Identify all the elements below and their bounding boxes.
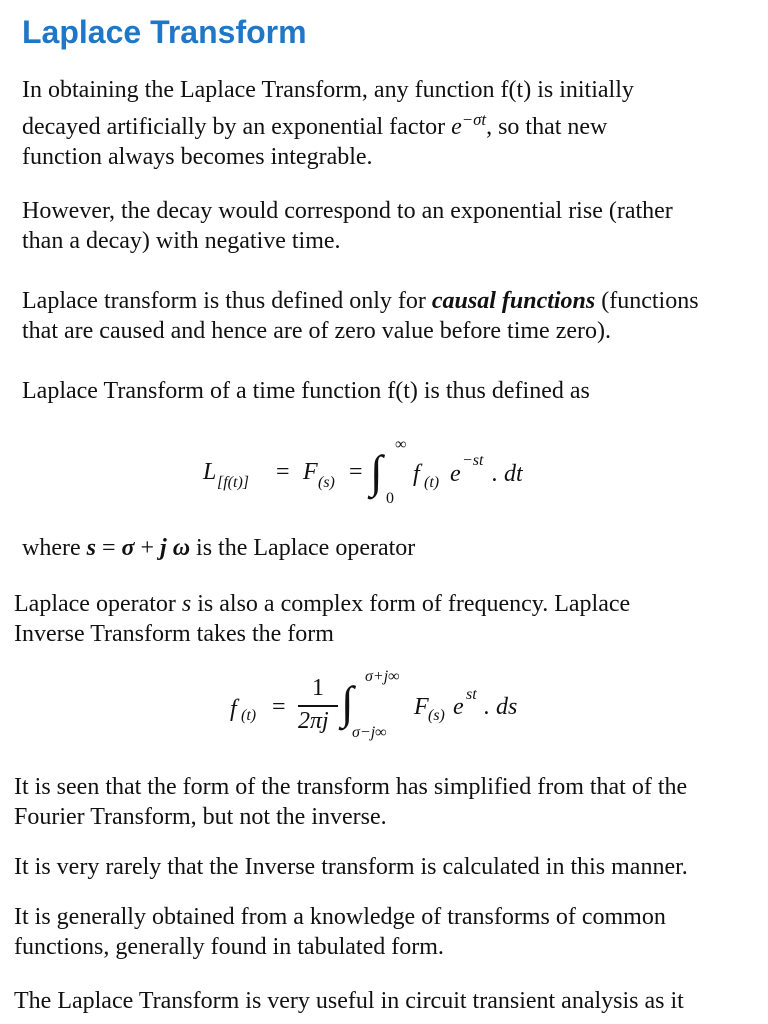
paragraph-decay: [22, 75, 634, 172]
paragraph-line: [22, 533, 415, 563]
fraction-numerator: 1: [312, 675, 324, 701]
integral-lower-limit: σ−j∞: [352, 724, 387, 741]
text-fragment: is the Laplace operator: [190, 535, 416, 561]
eq-F-subscript: (s): [428, 707, 445, 724]
symbol-s: s: [181, 591, 192, 617]
paragraph-simplified: [14, 772, 687, 832]
text-fragment: , so that new: [486, 114, 608, 140]
text-fragment: where: [22, 535, 87, 561]
paragraph-line: It is generally obtained from a knowledge of transforms of common: [14, 904, 666, 930]
text-fragment: =: [95, 535, 122, 561]
paragraph-negative-time: [22, 196, 673, 256]
exponential-power: −σt: [461, 110, 487, 129]
paragraph-line: than a decay) with negative time.: [22, 228, 341, 254]
symbol-sigma: σ: [121, 535, 135, 561]
paragraph-line: It is very rarely that the Inverse transform is calculated in this manner.: [14, 854, 688, 880]
exponential-base: e: [451, 114, 462, 140]
symbol-j: j: [160, 535, 167, 561]
text-fragment: Laplace operator: [14, 591, 182, 617]
paragraph-tabulated: [14, 902, 666, 962]
paragraph-line: Laplace Transform of a time function f(t) is thus defined as: [22, 378, 590, 404]
paragraph-definition-intro: [22, 376, 590, 406]
eq-equals: =: [349, 459, 363, 485]
eq-F-subscript: (s): [318, 474, 335, 491]
text-fragment: decayed artificially by an exponential factor: [22, 114, 452, 140]
paragraph-line: [14, 589, 630, 619]
text-fragment: +: [134, 535, 161, 561]
eq-L: L: [203, 459, 217, 485]
eq-F: F: [303, 459, 318, 485]
paragraph-line: Fourier Transform, but not the inverse.: [14, 804, 387, 830]
text-fragment: Laplace transform is thus defined only for: [22, 288, 432, 314]
integral-upper-limit: σ+j∞: [365, 668, 400, 685]
eq-F: F: [414, 694, 429, 720]
paragraph-line: [22, 105, 634, 142]
fraction-bar: [298, 705, 338, 707]
laplace-operator-line: [22, 533, 415, 563]
text-fragment: is also a complex form of frequency. Laplace: [191, 591, 631, 617]
paragraph-line: that are caused and hence are of zero value before time zero).: [22, 318, 611, 344]
eq-f: f: [230, 696, 237, 722]
paragraph-line: [22, 286, 699, 316]
eq-f-subscript: (t): [241, 707, 257, 724]
symbol-omega: ω: [172, 535, 191, 561]
emphasis-causal-functions: causal functions: [431, 288, 596, 314]
integral-lower-limit: 0: [386, 490, 394, 507]
eq-equals: =: [276, 459, 290, 485]
integral-sign: ∫: [341, 677, 354, 728]
eq-f-subscript: (t): [424, 474, 440, 491]
integral-sign: ∫: [370, 446, 383, 497]
eq-e-superscript: −st: [462, 452, 484, 469]
eq-L-subscript: [f(t)]: [217, 474, 249, 491]
paragraph-line: However, the decay would correspond to an exponential rise (rather: [22, 198, 673, 224]
eq-e-superscript: st: [466, 686, 477, 703]
paragraph-line: functions, generally found in tabulated form.: [14, 934, 444, 960]
eq-equals: =: [272, 694, 286, 720]
eq-f: f: [413, 461, 420, 487]
paragraph-line: The Laplace Transform is very useful in circuit transient analysis as it: [14, 988, 684, 1014]
symbol-s: s: [86, 535, 96, 561]
paragraph-line: Inverse Transform takes the form: [14, 621, 334, 647]
paragraph-circuit-transient: [14, 986, 684, 1016]
integral-upper-limit: ∞: [395, 436, 407, 453]
eq-e: e: [450, 461, 461, 487]
paragraph-line: function always becomes integrable.: [22, 144, 373, 170]
eq-dt: . dt: [492, 461, 523, 487]
eq-ds: . ds: [484, 694, 518, 720]
paragraph-line: In obtaining the Laplace Transform, any function f(t) is initially: [22, 77, 634, 103]
paragraph-inverse-intro: [14, 589, 630, 649]
page-title: Laplace Transform: [22, 14, 307, 50]
paragraph-causal: [22, 286, 699, 346]
paragraph-rarely: [14, 852, 688, 882]
eq-e: e: [453, 694, 464, 720]
paragraph-line: It is seen that the form of the transform has simplified from that of the: [14, 774, 688, 800]
text-fragment: (functions: [595, 288, 699, 314]
fraction-denominator: 2πj: [298, 708, 329, 734]
